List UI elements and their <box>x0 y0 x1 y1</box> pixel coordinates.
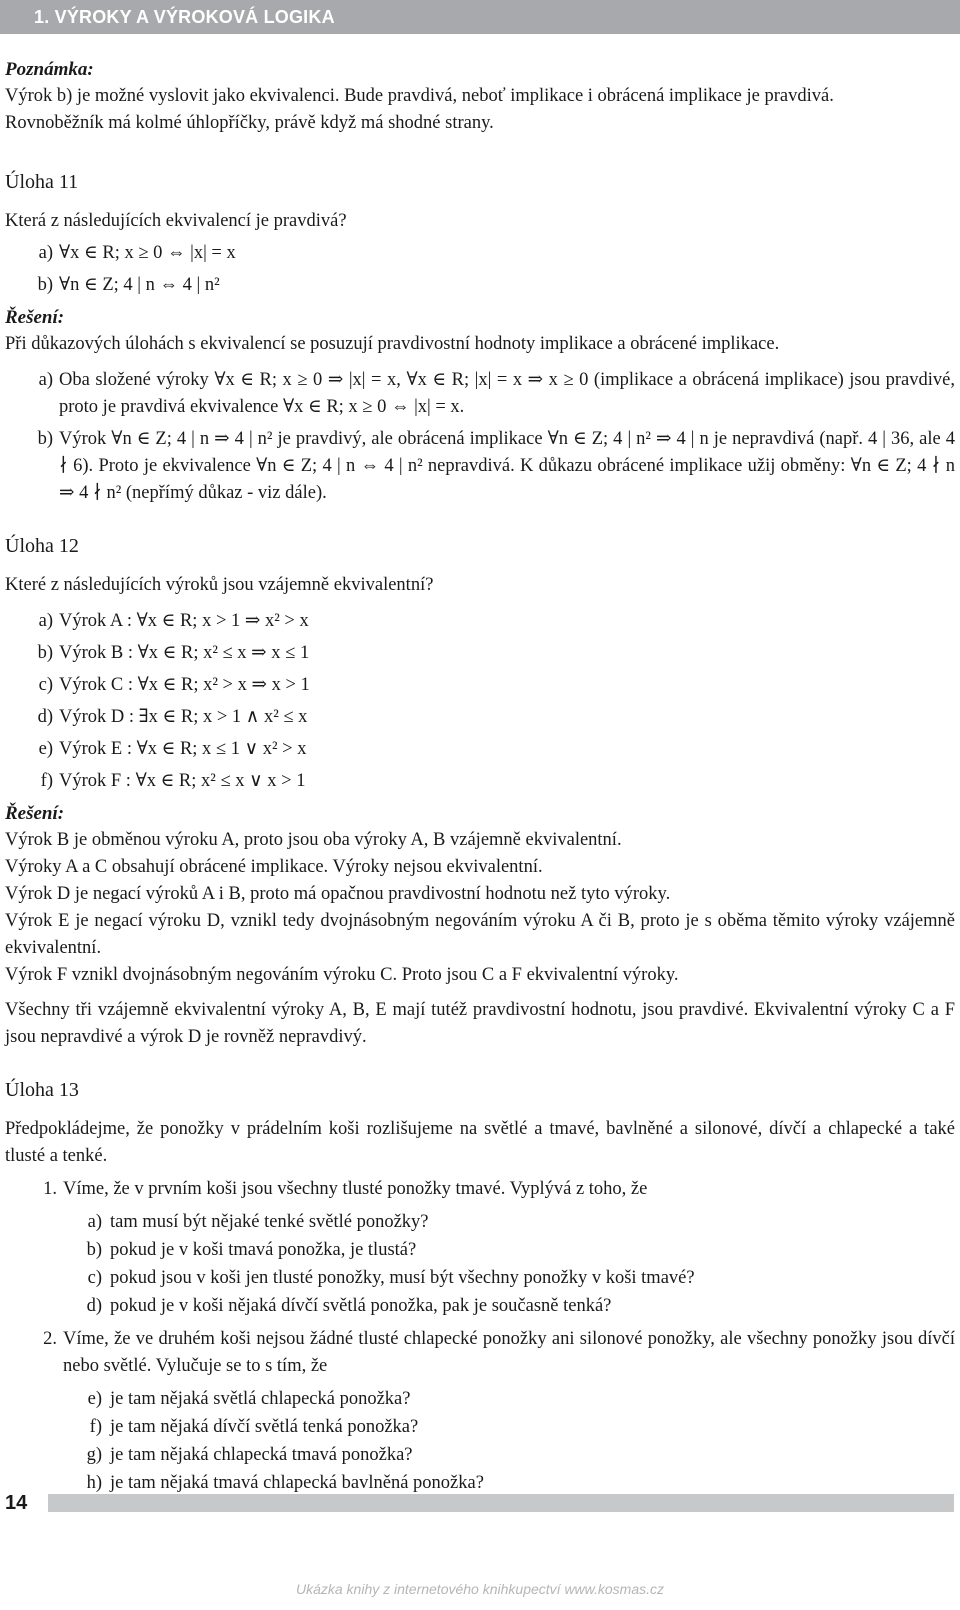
list-item: b) pokud je v koši tmavá ponožka, je tlustá? <box>86 1240 417 1260</box>
task-13-part-2-items <box>5 1386 955 1497</box>
task-11-question: Která z následujících ekvivalencí je pravdivá? <box>5 211 347 231</box>
list-item: b) ∀n ∈ Z; 4 | n ⇔ 4 | n² <box>37 275 220 295</box>
task-12-question: Které z následujících výroků jsou vzájemně ekvivalentní? <box>5 575 434 595</box>
task-11-solution-intro: Při důkazových úlohách s ekvivalencí se posuzují pravdivostní hodnoty implikace a obrácené implikace. <box>5 334 780 354</box>
solution-line: Výrok B je obměnou výroku A, proto jsou oba výroky A, B vzájemně ekvivalentní. <box>5 830 622 850</box>
task-11-items <box>5 240 955 299</box>
solution-line: Výrok F vznikl dvojnásobným negováním výroku C. Proto jsou C a F ekvivalentní výroky. <box>5 965 679 985</box>
task-13-part-1: 1. Víme, že v prvním koši jsou všechny tlusté ponožky tmavé. Vyplývá z toho, že <box>43 1179 648 1199</box>
note-line: Rovnoběžník má kolmé úhlopříčky, právě když má shodné strany. <box>5 113 494 133</box>
task-11-title: Úloha 11 <box>5 171 79 193</box>
list-item: e) je tam nějaká světlá chlapecká ponožka? <box>87 1389 411 1409</box>
note-label: Poznámka: <box>5 59 94 80</box>
list-item: c) pokud jsou v koši jen tlusté ponožky, musí být všechny ponožky v koši tmavé? <box>87 1268 695 1288</box>
note-line: Výrok b) je možné vyslovit jako ekvivalenci. Bude pravdivá, neboť implikace i obrácená implikace je pravdivá. <box>5 86 834 106</box>
list-item: a) Oba složené výroky ∀x ∈ R; x ≥ 0 ⇒ |x| = x, ∀x ∈ R; |x| = x ⇒ x ≥ 0 (implikace a obrácená implikace) jsou pravdivé, proto je pravdivá ekvivalence ∀x ∈ R; x ≥ 0 ⇔ |x| = x. <box>38 370 955 417</box>
solution-line: Výroky A a C obsahují obrácené implikace. Výroky nejsou ekvivalentní. <box>5 857 543 877</box>
chapter-header-bar <box>0 0 960 34</box>
task-12-items <box>5 608 955 795</box>
list-item: c) Výrok C : ∀x ∈ R; x² > x ⇒ x > 1 <box>38 675 310 695</box>
list-item: f) Výrok F : ∀x ∈ R; x² ≤ x ∨ x > 1 <box>40 771 306 791</box>
solution-line: Výrok E je negací výroku D, vznikl tedy dvojnásobným negováním výroku A či B, proto je s oběma těmito výroky vzájemně ekvivalentní. <box>5 911 955 958</box>
page-number: 14 <box>5 1492 28 1514</box>
list-item: d) Výrok D : ∃x ∈ R; x > 1 ∧ x² ≤ x <box>37 707 308 727</box>
solution-line: Výrok D je negací výroků A i B, proto má opačnou pravdivostní hodnotu než tyto výroky. <box>5 884 671 904</box>
list-item: f) je tam nějaká dívčí světlá tenká ponožka? <box>89 1417 419 1437</box>
task-13-title: Úloha 13 <box>5 1079 79 1101</box>
footer-text: Ukázka knihy z internetového knihkupectví www.kosmas.cz <box>295 1581 665 1597</box>
chapter-title: 1. VÝROKY A VÝROKOVÁ LOGIKA <box>34 7 335 27</box>
list-item: a) ∀x ∈ R; x ≥ 0 ⇔ |x| = x <box>38 243 236 263</box>
task-13-part-1-items <box>5 1209 955 1320</box>
list-item: g) je tam nějaká chlapecká tmavá ponožka? <box>86 1445 413 1465</box>
task-12-conclusion: Všechny tři vzájemně ekvivalentní výroky A, B, E mají tutéž pravdivostní hodnotu, jsou pravdivé. Ekvivalentní výroky C a F jsou nepravdivé a výrok D je rovněž nepravdivý. <box>5 1000 955 1047</box>
task-13-intro: Předpokládejme, že ponožky v prádelním koši rozlišujeme na světlé a tmavé, bavlněné a silonové, dívčí a chlapecké a také tlusté a tenké. <box>5 1119 955 1166</box>
list-item: d) pokud je v koši nějaká dívčí světlá ponožka, pak je současně tenká? <box>86 1296 612 1316</box>
list-item: a) tam musí být nějaké tenké světlé ponožky? <box>87 1212 429 1232</box>
list-item: a) Výrok A : ∀x ∈ R; x > 1 ⇒ x² > x <box>38 611 309 631</box>
list-item: b) Výrok B : ∀x ∈ R; x² ≤ x ⇒ x ≤ 1 <box>37 643 310 663</box>
list-item: b) Výrok ∀n ∈ Z; 4 | n ⇒ 4 | n² je pravdivý, ale obrácená implikace ∀n ∈ Z; 4 | n² ⇒ 4 | n je nepravdivá (např. 4 | 36, ale 4 ∤ 6). Proto je ekvivalence ∀n ∈ Z; 4 | n ⇔ 4 | n² nepravdivá. K důkazu obrácené implikace užij obměny: ∀n ∈ Z; 4 ∤ n ⇒ 4 ∤ n² (nepřímý důkaz - viz dále). <box>37 429 955 503</box>
task-11-solution-label: Řešení: <box>5 307 65 328</box>
task-12-solution-label: Řešení: <box>5 803 65 824</box>
footer-bar <box>48 1494 954 1512</box>
task-11-solution-items <box>5 367 955 507</box>
list-item: h) je tam nějaká tmavá chlapecká bavlněná ponožka? <box>86 1473 484 1493</box>
list-item: e) Výrok E : ∀x ∈ R; x ≤ 1 ∨ x² > x <box>38 739 307 759</box>
page-content <box>5 56 955 1498</box>
task-12-title: Úloha 12 <box>5 535 79 557</box>
task-13-part-2: 2. Víme, že ve druhém koši nejsou žádné tlusté chlapecké ponožky ani silonové ponožky, ale všechny ponožky jsou dívčí nebo světlé. Vylučuje se to s tím, že <box>43 1329 955 1376</box>
